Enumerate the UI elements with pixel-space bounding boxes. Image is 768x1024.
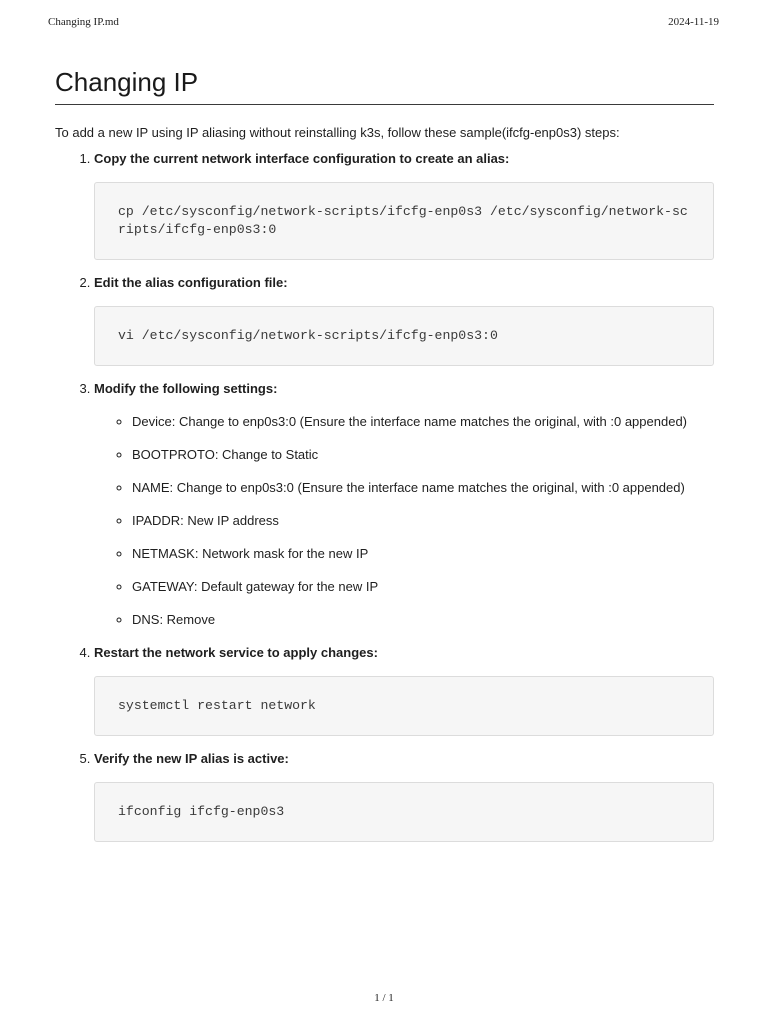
step-item [94, 643, 714, 736]
step-item [94, 273, 714, 366]
step-item [94, 379, 714, 630]
settings-list-item: ◦ Device: Change to enp0s3:0 (Ensure the interface name matches the original, with :0 appended) [132, 412, 714, 432]
settings-list-item: ◦ BOOTPROTO: Change to Static [132, 445, 714, 465]
print-header-filename: Changing IP.md [48, 16, 119, 28]
settings-list-item: ◦ NETMASK: Network mask for the new IP [132, 544, 714, 564]
intro-paragraph: To add a new IP using IP aliasing without reinstalling k3s, follow these sample(ifcfg-enp0s3) steps: [55, 125, 620, 140]
step-title: Edit the alias configuration file: [94, 275, 288, 290]
document-body [55, 62, 714, 855]
code-block: vi /etc/sysconfig/network-scripts/ifcfg-enp0s3:0 [94, 306, 714, 366]
steps-list [55, 149, 714, 842]
page-number: 1 / 1 [374, 992, 394, 1004]
settings-list [94, 412, 714, 630]
step-title: Verify the new IP alias is active: [94, 751, 289, 766]
settings-list-item: ◦ NAME: Change to enp0s3:0 (Ensure the interface name matches the original, with :0 appended) [132, 478, 714, 498]
code-block: ifconfig ifcfg-enp0s3 [94, 782, 714, 842]
settings-list-item: ◦ IPADDR: New IP address [132, 511, 714, 531]
code-block: cp /etc/sysconfig/network-scripts/ifcfg-enp0s3 /etc/sysconfig/network-scripts/ifcfg-enp0s3:0 [94, 182, 714, 260]
step-title: Modify the following settings: [94, 381, 278, 396]
print-header-date: 2024-11-19 [668, 16, 719, 28]
step-title: Restart the network service to apply changes: [94, 645, 378, 660]
step-item [94, 749, 714, 842]
step-title: Copy the current network interface configuration to create an alias: [94, 151, 510, 166]
code-block: systemctl restart network [94, 676, 714, 736]
step-item [94, 149, 714, 260]
settings-list-item: ◦ DNS: Remove [132, 610, 714, 630]
page-title: Changing IP [55, 62, 714, 105]
settings-list-item: ◦ GATEWAY: Default gateway for the new IP [132, 577, 714, 597]
